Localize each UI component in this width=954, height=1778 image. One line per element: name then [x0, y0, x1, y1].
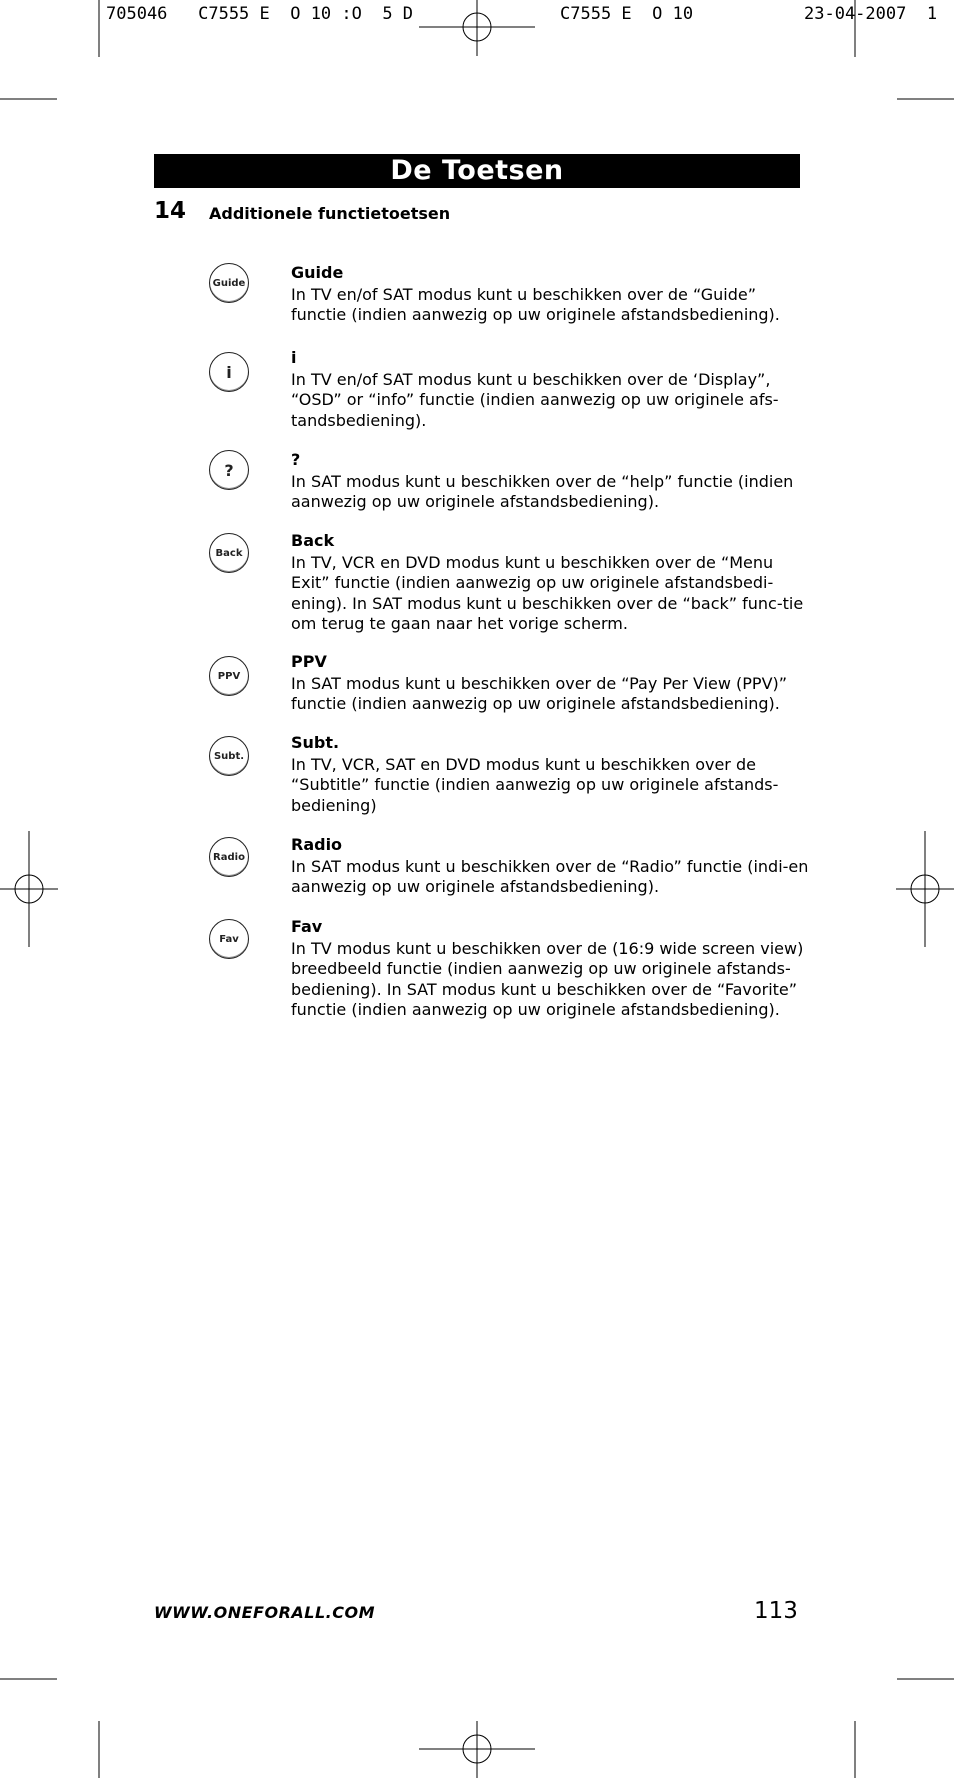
footer-website: WWW.ONEFORALL.COM [154, 1603, 376, 1622]
key-description: In TV, VCR en DVD modus kunt u beschikken over de “Menu Exit” functie (indien aanwezig op uw originele afstandsbedi-ening). In SAT modus kunt u beschikken over de “back” func-tie om terug te gaan naar het vorige scherm. [291, 553, 804, 634]
key-description: In SAT modus kunt u beschikken over de “help” functie (indien aanwezig op uw originele afstandsbediening). [291, 472, 794, 512]
page-title-bar: De Toetsen [154, 154, 800, 188]
key-description: In TV en/of SAT modus kunt u beschikken over de “Guide” functie (indien aanwezig op uw originele afstandsbediening). [291, 285, 780, 325]
print-header-code: C7555 E O 10 [560, 4, 694, 24]
key-name: Fav [291, 917, 323, 936]
back-button-icon: Back [209, 533, 249, 573]
help-button-icon: ? [209, 450, 249, 490]
key-name: Subt. [291, 733, 340, 752]
key-description: In TV modus kunt u beschikken over de (16:9 wide screen view) breedbeeld functie (indien aanwezig op uw originele afstands-bediening). In SAT modus kunt u beschikken over de “Favorite” functie (indien aanwezig op uw originele afstandsbediening). [291, 939, 804, 1020]
info-button-icon: i [209, 352, 249, 392]
key-name: PPV [291, 652, 327, 671]
key-name: ? [291, 450, 301, 469]
key-description: In TV, VCR, SAT en DVD modus kunt u beschikken over de “Subtitle” functie (indien aanwezig op uw originele afstands-bediening) [291, 755, 779, 815]
page-number: 113 [754, 1598, 798, 1624]
radio-button-icon: Radio [209, 837, 249, 877]
subtitle-button-icon: Subt. [209, 736, 249, 776]
ppv-button-icon: PPV [209, 656, 249, 696]
key-name: Back [291, 531, 335, 550]
key-name: Guide [291, 263, 344, 282]
key-description: In SAT modus kunt u beschikken over de “Radio” functie (indi-en aanwezig op uw originele afstandsbediening). [291, 857, 809, 897]
key-description: In SAT modus kunt u beschikken over de “Pay Per View (PPV)” functie (indien aanwezig op uw originele afstandsbediening). [291, 674, 788, 714]
key-name: Radio [291, 835, 343, 854]
key-name: i [291, 348, 297, 367]
registration-mark-right [896, 831, 954, 947]
section-title: Additionele functietoetsen [209, 204, 451, 223]
guide-button-icon: Guide [209, 263, 249, 303]
print-header-date: 23-04-2007 1 [804, 4, 938, 24]
key-description: In TV en/of SAT modus kunt u beschikken over de ‘Display”, “OSD” or “info” functie (indien aanwezig op uw originele afs-tandsbediening). [291, 370, 779, 430]
favorite-button-icon: Fav [209, 919, 249, 959]
registration-mark-top [419, 0, 535, 56]
registration-mark-left [0, 831, 58, 947]
section-number: 14 [154, 198, 187, 224]
registration-mark-bottom [419, 1721, 535, 1778]
print-header-job: 705046 C7555 E O 10 :O 5 D [106, 4, 414, 24]
